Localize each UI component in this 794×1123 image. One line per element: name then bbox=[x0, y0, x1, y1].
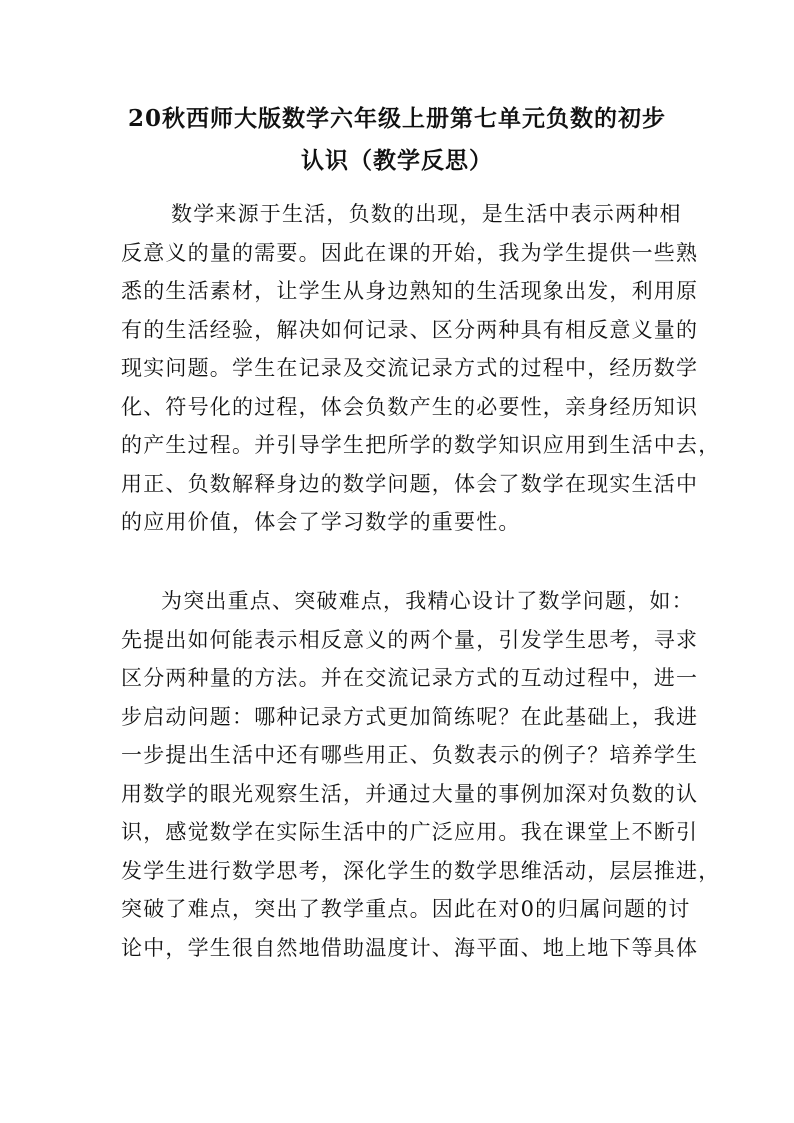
paragraph-line: 一步提出生活中还有哪些用正、负数表示的例子？培养学生 bbox=[121, 743, 699, 767]
paragraph-line: 论中，学生很自然地借助温度计、海平面、地上地下等具体 bbox=[121, 935, 699, 960]
paragraph-line: 现实问题。学生在记录及交流记录方式的过程中，经历数学 bbox=[121, 356, 699, 380]
title-line: 认识（教学反思） bbox=[301, 147, 493, 174]
document-title bbox=[110, 98, 684, 182]
paragraph-line: 步启动问题：哪种记录方式更加简练呢？在此基础上，我进 bbox=[121, 704, 699, 729]
title-line: 20秋西师大版数学六年级上册第七单元负数的初步 bbox=[127, 105, 666, 132]
paragraph-line: 区分两种量的方法。并在交流记录方式的互动过程中，进一 bbox=[121, 666, 699, 690]
paragraph-line: 用正、负数解释身边的数学问题，体会了数学在现实生活中 bbox=[121, 471, 699, 496]
paragraph-line: 反意义的量的需要。因此在课的开始，我为学生提供一些熟 bbox=[121, 240, 699, 265]
paragraph-line: 先提出如何能表示相反意义的两个量，引发学生思考，寻求 bbox=[121, 627, 699, 652]
paragraph-line: 识，感觉数学在实际生活中的广泛应用。我在课堂上不断引 bbox=[121, 820, 699, 844]
paragraph-line: 的产生过程。并引导学生把所学的数学知识应用到生活中去， bbox=[121, 433, 721, 457]
paragraph-1 bbox=[121, 195, 721, 542]
paragraph-line: 数学来源于生活，负数的出现，是生活中表示两种相 bbox=[171, 202, 682, 226]
paragraph-line: 发学生进行数学思考，深化学生的数学思维活动，层层推进， bbox=[121, 858, 721, 883]
paragraph-line: 用数学的眼光观察生活，并通过大量的事例加深对负数的认 bbox=[121, 781, 699, 806]
paragraph-2 bbox=[121, 582, 721, 967]
paragraph-line: 悉的生活素材，让学生从身边熟知的生活现象出发，利用原 bbox=[121, 279, 699, 303]
paragraph-line: 突破了难点，突出了教学重点。因此在对0的归属问题的讨 bbox=[121, 897, 691, 921]
paragraph-line: 化、符号化的过程，体会负数产生的必要性，亲身经历知识 bbox=[121, 394, 699, 419]
paragraph-line: 有的生活经验，解决如何记录、区分两种具有相反意义量的 bbox=[121, 317, 699, 342]
paragraph-line: 为突出重点、突破难点，我精心设计了数学问题，如： bbox=[161, 589, 694, 613]
paragraph-line: 的应用价值，体会了学习数学的重要性。 bbox=[121, 510, 521, 534]
